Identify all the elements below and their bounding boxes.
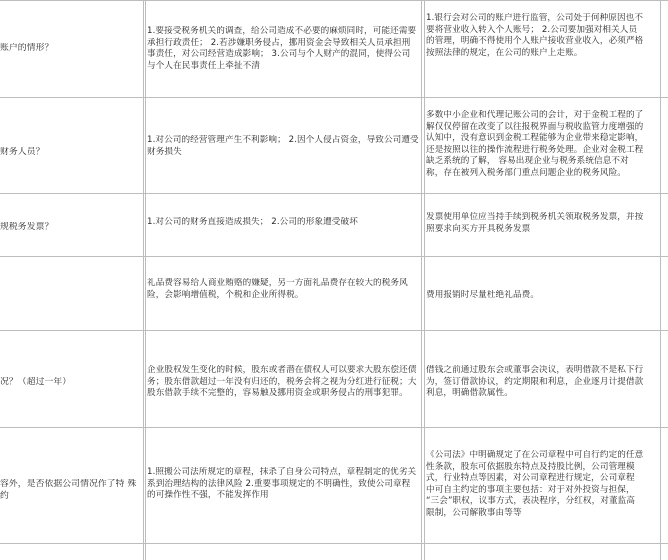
question-cell[interactable]: 容外，是否依据公司情况作了特 殊约 [0, 479, 137, 501]
advice-cell[interactable]: 《公司法》中明确规定了在公司章程中可自行约定的任意 性条款，股东可依据股东特点及持股比例，公司管理模 式，行业特点等因素，对公司章程进行规定，公司章程 中可自主约定的事项主要包括：对于对外投资与担保， “三会”职权，议事方式，表决程序，分红权，对董监高 限制，公司解散事由等等 [426, 450, 644, 518]
risk-cell[interactable]: 1.要接受税务机关的调查，给公司造成不必要的麻烦同时，可能还需要 承担行政责任； 2.若涉嫌职务侵占，挪用资金会导致相关人员承担刑 事责任，对公司经营造成影响； 3.公司与个人财产的混同，使得公司 与个人在民事责任上牵扯不清 [147, 26, 417, 71]
advice-cell[interactable]: 多数中小企业和代理记账公司的会计，对于金税工程的了 解仅仅停留在改变了以往报税界面与税收监管力度增强的 认知中，没有意识到金税工程能够为企业带来稳定影响， 还是按照以往的操作流程进行税务处理。企业对金税工程 缺乏系统的了解， 容易出现企业与税务系统信息不对 称，存在被列入税务部门重点问题企业的税务风险。 [426, 110, 644, 178]
column-divider [421, 0, 422, 560]
risk-cell[interactable]: 1.对公司的经营管理产生不利影响； 2.因个人侵占资金，导致公司遭受 财务损失 [147, 135, 419, 157]
risk-cell[interactable]: 1.对公司的财务直接造成损失； 2.公司的形象遭受破坏 [147, 217, 358, 227]
column-divider [145, 0, 146, 560]
question-cell[interactable]: 账户的情形？ [0, 43, 54, 53]
question-cell[interactable]: 况？（超过一年） [0, 377, 72, 387]
question-cell[interactable]: 规税务发票？ [0, 222, 54, 232]
column-divider [660, 0, 661, 560]
row-divider [0, 543, 668, 544]
risk-cell[interactable]: 1.照搬公司法所规定的章程，抹杀了自身公司特点，章程制定的优劣关 系到治理结构的法律风险 2.重要事项规定的不明确性，致使公司章程 的可操作性不强，不能发挥作用 [147, 467, 417, 501]
column-divider [143, 0, 144, 560]
row-divider [0, 330, 668, 331]
advice-cell[interactable]: 1.银行会对公司的账户进行监管，公司处于何种原因也不 要将营业收入转入个人账号； 2.公司要加强对相关人员 的管理，明确不得使用个人账户接收营业收入，必须严格 按照法律的规定，在公司的账户上走账。 [426, 13, 644, 58]
row-divider [0, 256, 668, 257]
risk-cell[interactable]: 企业股权发生变化的时候，股东或者潜在债权人可以要求大股东偿还债 务；股东借款超过一年没有归还的，税务会将之视为分红进行征税；大 股东借款手续不完整的，容易触及挪用资金或职务侵占的刑事犯罪。 [147, 365, 417, 399]
risk-cell[interactable]: 礼品费容易给人商业贿赂的嫌疑，另一方面礼品费存在较大的税务风 险，会影响增值税，个税和企业所得税。 [147, 278, 408, 300]
row-divider [0, 97, 668, 98]
row-divider [0, 193, 668, 194]
question-cell[interactable]: 财务人员？ [0, 147, 45, 157]
advice-cell[interactable]: 费用报销时尽量杜绝礼品费。 [426, 290, 540, 300]
advice-cell[interactable]: 借钱之前通过股东会或董事会决议，表明借款不是私下行 为，签订借款协议，约定期限和利息，企业逐月计提借款 利息，明确借款属性。 [426, 365, 644, 399]
row-divider [0, 0, 668, 1]
column-divider [424, 0, 425, 560]
advice-cell[interactable]: 发票使用单位应当持手续到税务机关领取税务发票，并按 照要求向买方开具税务发票 [426, 212, 644, 234]
row-divider [0, 427, 668, 428]
